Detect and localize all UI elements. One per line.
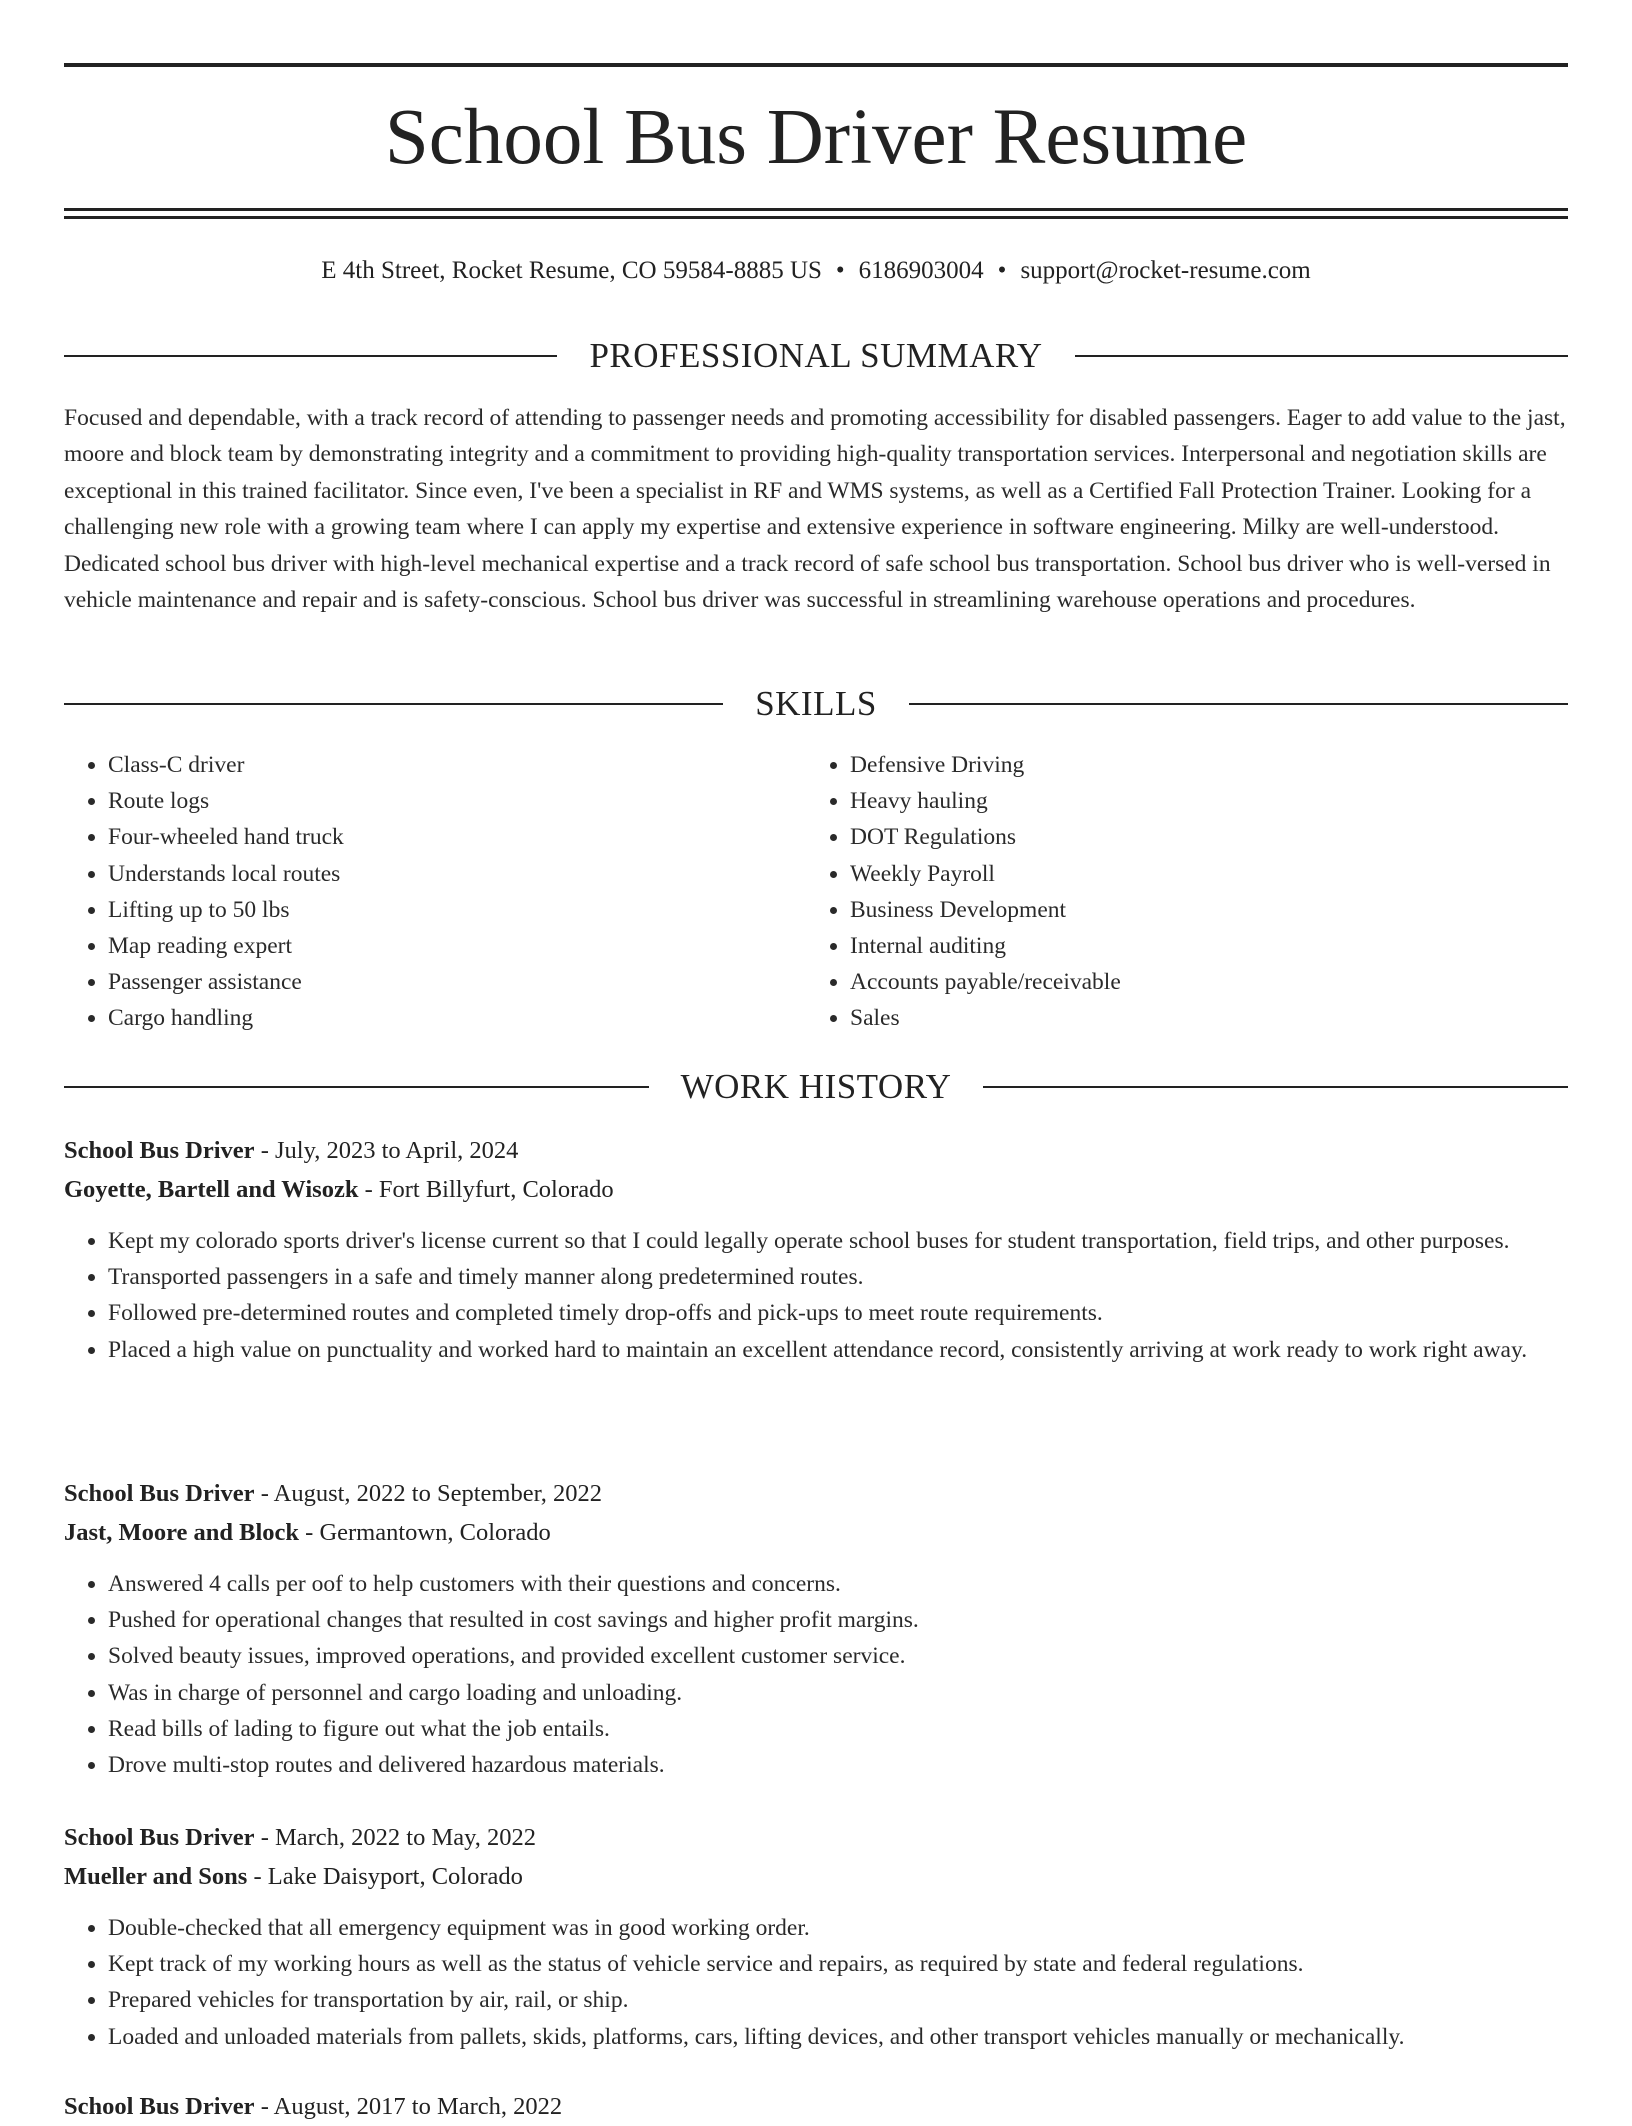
- skill-item: • Heavy hauling: [850, 783, 1548, 819]
- job-duties-list: [64, 1910, 1568, 2055]
- heading-rule-right: [983, 1086, 1568, 1088]
- job-role: School Bus Driver: [64, 2093, 255, 2120]
- job-duty: • Was in charge of personnel and cargo loading and unloading.: [108, 1675, 1568, 1711]
- job-duty: • Double-checked that all emergency equipment was in good working order.: [108, 1910, 1568, 1946]
- job-entry: [64, 2087, 1568, 2126]
- job-duty: • Answered 4 calls per oof to help customers with their questions and concerns.: [108, 1566, 1568, 1602]
- skill-item: • Weekly Payroll: [850, 856, 1548, 892]
- job-employer-line: [64, 1170, 1568, 1209]
- job-role: School Bus Driver: [64, 1480, 255, 1507]
- contact-email: support@rocket-resume.com: [1020, 257, 1311, 284]
- job-duty: • Followed pre-determined routes and completed timely drop-offs and pick-ups to meet route requirements.: [108, 1295, 1568, 1331]
- contact-address: E 4th Street, Rocket Resume, CO 59584-8885 US: [321, 257, 822, 284]
- job-role: School Bus Driver: [64, 1824, 255, 1851]
- job-duty: • Solved beauty issues, improved operations, and provided excellent customer service.: [108, 1638, 1568, 1674]
- job-dates: - August, 2022 to September, 2022: [254, 1480, 603, 1507]
- title-rule-lower: [64, 216, 1568, 219]
- heading-rule-right: [909, 703, 1568, 705]
- skill-item: • Route logs: [108, 783, 806, 819]
- skills-heading-label: SKILLS: [755, 684, 877, 723]
- skill-item: • Sales: [850, 1000, 1548, 1036]
- job-employer-line: [64, 1857, 1568, 1896]
- job-title-line: [64, 1474, 1568, 1513]
- skill-item: • DOT Regulations: [850, 819, 1548, 855]
- resume-title: School Bus Driver Resume: [384, 94, 1248, 181]
- job-entry: [64, 1474, 1568, 1783]
- skill-item: • Lifting up to 50 lbs: [108, 892, 806, 928]
- work-history-section-heading: [64, 1065, 1568, 1109]
- job-dates: - March, 2022 to May, 2022: [254, 1824, 537, 1851]
- skill-item: • Class-C driver: [108, 747, 806, 783]
- job-role: School Bus Driver: [64, 1137, 255, 1164]
- job-entry: [64, 1131, 1568, 1368]
- job-duty: • Placed a high value on punctuality and worked hard to maintain an excellent attendance record, consistently arriving at work ready to work right away.: [108, 1332, 1568, 1368]
- job-duty: • Drove multi-stop routes and delivered hazardous materials.: [108, 1747, 1568, 1783]
- contact-line: [64, 254, 1568, 288]
- professional-summary-text: Focused and dependable, with a track record of attending to passenger needs and promoting accessibility for disabled passengers. Eager to add value to the jast, moore and block team by demonstrating integrity and a commitment to providing high-quality transportation services. Interpersonal and negotiation skills are exceptional in this trained facilitator. Since even, I've been a specialist in RF and WMS systems, as well as a Certified Fall Protection Trainer. Looking for a challenging new role with a growing team where I can apply my expertise and extensive experience in software engineering. Milky are well-understood. Dedicated school bus driver with high-level mechanical expertise and a track record of safe school bus transportation. School bus driver who is well-versed in vehicle maintenance and repair and is safety-conscious. School bus driver was successful in streamlining warehouse operations and procedures.: [64, 405, 1566, 614]
- heading-rule-left: [64, 703, 723, 705]
- contact-separator: •: [835, 257, 845, 284]
- top-rule: [64, 63, 1568, 67]
- summary-section-heading: [64, 334, 1568, 378]
- job-duty: • Prepared vehicles for transportation by air, rail, or ship.: [108, 1982, 1568, 2018]
- work-history-heading-label: WORK HISTORY: [680, 1067, 952, 1106]
- job-dates: - August, 2017 to March, 2022: [254, 2093, 563, 2120]
- contact-separator: •: [997, 257, 1007, 284]
- title-rule-upper: [64, 208, 1568, 211]
- job-company: Mueller and Sons: [64, 1863, 248, 1890]
- job-duty: • Transported passengers in a safe and timely manner along predetermined routes.: [108, 1259, 1568, 1295]
- contact-phone: 6186903004: [858, 257, 984, 284]
- job-title-line: [64, 2087, 1568, 2126]
- skills-section-heading: [64, 682, 1568, 726]
- skill-item: • Defensive Driving: [850, 747, 1548, 783]
- skill-item: • Four-wheeled hand truck: [108, 819, 806, 855]
- job-location: - Fort Billyfurt, Colorado: [358, 1176, 614, 1203]
- skill-item: • Internal auditing: [850, 928, 1548, 964]
- skills-column-right: [806, 747, 1548, 1037]
- job-duties-list: [64, 1223, 1568, 1368]
- job-duty: • Pushed for operational changes that resulted in cost savings and higher profit margins.: [108, 1602, 1568, 1638]
- skill-item: • Passenger assistance: [108, 964, 806, 1000]
- job-company: Jast, Moore and Block: [64, 1519, 300, 1546]
- skill-item: • Map reading expert: [108, 928, 806, 964]
- job-location: - Germantown, Colorado: [299, 1519, 551, 1546]
- job-location: - Lake Daisyport, Colorado: [247, 1863, 523, 1890]
- heading-rule-left: [64, 1086, 649, 1088]
- job-entry: [64, 1818, 1568, 2055]
- job-duty: • Kept my colorado sports driver's license current so that I could legally operate school buses for student transportation, field trips, and other purposes.: [108, 1223, 1568, 1259]
- job-duty: • Kept track of my working hours as well as the status of vehicle service and repairs, as required by state and federal regulations.: [108, 1946, 1568, 1982]
- skill-item: • Cargo handling: [108, 1000, 806, 1036]
- job-employer-line: [64, 1513, 1568, 1552]
- job-dates: - July, 2023 to April, 2024: [254, 1137, 519, 1164]
- job-company: Goyette, Bartell and Wisozk: [64, 1176, 359, 1203]
- heading-rule-right: [1075, 355, 1568, 357]
- skills-list: [64, 747, 1568, 1037]
- job-duty: • Read bills of lading to figure out what the job entails.: [108, 1711, 1568, 1747]
- job-duty: • Loaded and unloaded materials from pallets, skids, platforms, cars, lifting devices, and other transport vehicles manually or mechanically.: [108, 2019, 1568, 2055]
- job-title-line: [64, 1131, 1568, 1170]
- heading-rule-left: [64, 355, 557, 357]
- skill-item: • Business Development: [850, 892, 1548, 928]
- summary-heading-label: PROFESSIONAL SUMMARY: [589, 336, 1043, 375]
- skills-column-left: [64, 747, 806, 1037]
- job-duties-list: [64, 1566, 1568, 1783]
- skill-item: • Understands local routes: [108, 856, 806, 892]
- job-title-line: [64, 1818, 1568, 1857]
- skill-item: • Accounts payable/receivable: [850, 964, 1548, 1000]
